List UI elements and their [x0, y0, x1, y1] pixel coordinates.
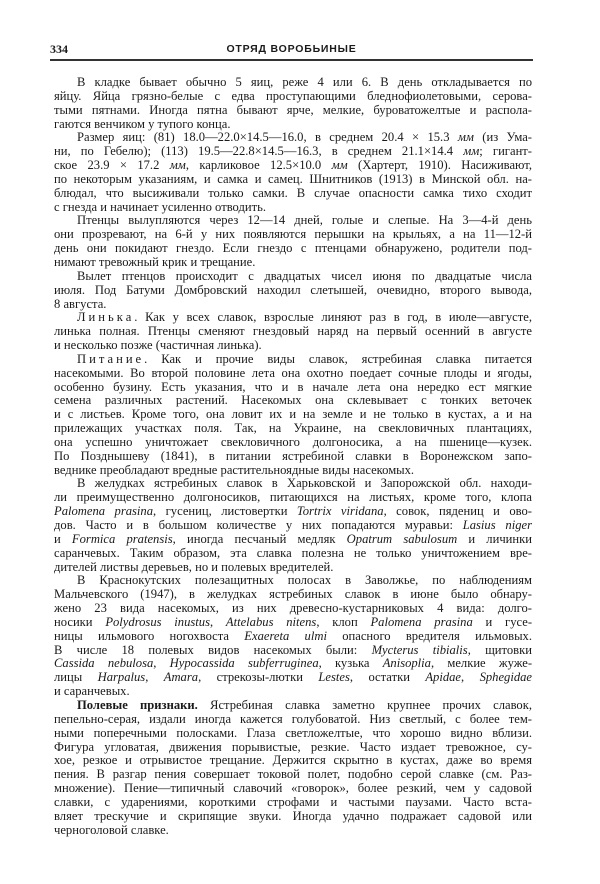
text-line [54, 505, 532, 519]
paragraph [54, 353, 532, 478]
text-line [54, 311, 532, 325]
text-run: черноголовой славке. [54, 822, 169, 837]
text-run: , [209, 614, 226, 629]
italic-term: мм [331, 158, 348, 173]
text-run: Мальчевского (1947), в желудках ястребиных славок в июне было обнару- [54, 587, 532, 602]
text-run: В числе 18 полевых видов насекомых были: [54, 642, 372, 657]
italic-term: Harpalus [97, 670, 146, 685]
text-run: (из Ума- [473, 130, 532, 145]
section-heading: Линька [77, 310, 135, 325]
text-line [54, 464, 532, 478]
text-line [54, 588, 532, 602]
text-run: особенно бузину. Есть указания, что и в начале лета она нередко ест мягкие [54, 379, 532, 394]
text-run: , [145, 670, 164, 685]
text-line [54, 201, 532, 215]
text-run: , гусениц, листовертки [153, 504, 297, 519]
text-line [54, 422, 532, 436]
page-number: 334 [50, 42, 68, 56]
text-run: ными поперечными полосками. Глаза светложелтые, что хорошо видно вблизи. [54, 725, 532, 740]
text-run: Птенцы вылупляются через 12—14 дней, голые и слепые. На 3—4-й день [77, 213, 532, 228]
italic-term: Opatrum sabulosum [346, 531, 458, 546]
text-run: тыми пятнами. Иногда пятна бывают ярче, мелкие, буроватожелтые и распола- [54, 102, 532, 117]
text-line [54, 699, 532, 713]
text-line [54, 131, 532, 145]
text-line [54, 519, 532, 533]
text-run: В желудках ястребиных славок в Харьковской и Запорожской обл. находи- [77, 476, 532, 491]
text-run: и с листьев. Кроме того, она ловит их и на земле и не только в кустах, а и на [54, 407, 532, 422]
text-line [54, 367, 532, 381]
text-run: они прозревают, на 6-й у них появляются перышки на крыльях, а на 11—12-й [54, 227, 532, 242]
paragraph [54, 699, 532, 837]
text-run: Фигура угловатая, движения порывистые, резкие. Часто издает тревожное, су- [54, 739, 532, 754]
text-run: ницы ильмового ногохвоста [54, 628, 245, 643]
text-line [54, 533, 532, 547]
italic-term: мм [463, 144, 480, 159]
italic-term: Lestes [318, 670, 350, 685]
text-run: , остатки [349, 670, 426, 685]
italic-term: мм [169, 158, 186, 173]
italic-term: Mycterus tibialis [371, 642, 468, 657]
text-line [54, 685, 532, 699]
text-line [54, 159, 532, 173]
text-run: блюдал, что высиживали только самки. В случае опасности самка тихо сходит [54, 185, 532, 200]
text-run: с гнезда и начинает усиленно отводить. [54, 199, 267, 214]
text-run: (Хартерт, 1910). Насиживают, [347, 158, 532, 173]
text-line [54, 630, 532, 644]
bold-heading: Полевые признаки. [77, 697, 198, 712]
paragraph [54, 76, 532, 131]
text-line [54, 104, 532, 118]
italic-term: Cassida nebulosa [54, 656, 154, 671]
text-run: Вылет птенцов происходит с двадцатых чисел июня по двадцатые числа [77, 268, 532, 283]
text-line [54, 547, 532, 561]
text-line [54, 118, 532, 132]
text-line [54, 214, 532, 228]
text-run: , карликовое 12.5×10.0 [185, 158, 332, 173]
text-line [54, 76, 532, 90]
paragraph [54, 311, 532, 353]
text-line [54, 408, 532, 422]
text-run: и гусе- [472, 614, 533, 629]
text-line [54, 810, 532, 824]
text-line [54, 298, 532, 312]
text-run: гаются венчиком у тупого конца. [54, 116, 231, 131]
text-run: семена различных растений. Насекомых она склевывает с тонких веточек [54, 393, 532, 408]
text-run: ли преимущественно долгоносиков, питающихся на листьях, кроме того, клопа [54, 490, 532, 505]
text-line [54, 242, 532, 256]
text-run: славки, с ударениями, короткими строфами и частыми паузами. Часто вста- [54, 794, 532, 809]
text-run: . Как и прочие виды славок, ястребиная славка питается [144, 351, 532, 366]
text-line [54, 574, 532, 588]
text-run: пепельно-серая, издали иногда кажется голубоватой. Низ светлый, с более тем- [54, 711, 532, 726]
text-run: опасного вредителя ильмовых. [326, 628, 532, 643]
text-line [54, 284, 532, 298]
text-line [54, 768, 532, 782]
text-line [54, 325, 532, 339]
text-line [54, 394, 532, 408]
text-run: носики [54, 614, 106, 629]
italic-term: Exaereta ulmi [244, 628, 327, 643]
text-run: и несколько позже (частичная линька). [54, 338, 262, 353]
text-line [54, 561, 532, 575]
text-line [54, 616, 532, 630]
text-run: множение). Пение—типичный славочий «говорок», более резкий, чем у садовой [54, 781, 532, 796]
running-title: ОТРЯД ВОРОБЬИНЫЕ [226, 43, 357, 55]
text-run: , [153, 656, 170, 671]
text-line [54, 145, 532, 159]
text-line [54, 353, 532, 367]
italic-term: Lasius niger [462, 518, 532, 532]
text-line [54, 270, 532, 284]
italic-term: Palomena prasina [370, 614, 473, 629]
italic-term: мм [457, 130, 474, 145]
italic-term: Amara [163, 670, 199, 685]
italic-term: Attelabus nitens [225, 614, 317, 629]
text-run: , мелкие жуже- [430, 656, 533, 671]
text-line [54, 824, 532, 838]
text-run: , стрекозы-лютки [198, 670, 319, 685]
text-line [54, 477, 532, 491]
text-line [54, 782, 532, 796]
text-line [54, 796, 532, 810]
text-run: и саранчевых. [54, 684, 130, 699]
text-run: , совок, пядениц и ово- [383, 504, 532, 519]
text-line [54, 713, 532, 727]
text-line [54, 657, 532, 671]
text-run: и [54, 531, 72, 546]
text-line [54, 741, 532, 755]
text-run: ское 23.9 × 17.2 [54, 158, 170, 173]
italic-term: Tortrix viridana [296, 504, 384, 519]
text-line [54, 644, 532, 658]
text-run: , [461, 670, 480, 685]
text-run: по некоторым указаниям, и самка и самец. Шнитников (1913) в Минской обл. на- [54, 171, 532, 186]
text-line [54, 727, 532, 741]
paragraph [54, 574, 532, 699]
text-run: лицы [54, 670, 98, 685]
text-run: Ястребиная славка заметно крупнее прочих славок, [197, 697, 532, 712]
paragraph [54, 131, 532, 214]
text-line [54, 256, 532, 270]
text-run: хое, резкое и отрывистое трещание. Держится скрытно в кустах, даже во время [54, 753, 532, 768]
text-run: ; гигант- [479, 144, 533, 159]
text-run: Размер яиц: (81) 18.0—22.0×14.5—16.0, в среднем 20.4 × 15.3 [77, 130, 458, 145]
header-rule [50, 59, 533, 61]
text-run: день они покидают гнездо. Если гнездо с птенцами обнаружено, родители под- [54, 241, 532, 256]
text-run: ни, по Гебелю); (113) 19.5—22.8×14.5—16.3, в среднем 21.1×14.4 [54, 144, 464, 159]
text-line [54, 436, 532, 450]
section-heading: Питание [77, 351, 145, 366]
text-run: веднике преобладают вредные растительноядные виды насекомых. [54, 462, 415, 477]
text-run: она успешно уничтожает свекловичного долгоносика, а на пшенице—кузек. [54, 434, 532, 449]
italic-term: Sphegidae [479, 670, 533, 685]
text-run: , кузька [318, 656, 383, 671]
italic-term: Palomena prasina [54, 504, 154, 519]
text-line [54, 90, 532, 104]
text-line [54, 491, 532, 505]
text-run: 8 августа. [54, 296, 107, 311]
text-run: дителей листвы деревьев, но и полевых вредителей. [54, 559, 334, 574]
text-line [54, 187, 532, 201]
text-run: нимают тревожный крик и трещание. [54, 254, 256, 269]
paragraph [54, 270, 532, 312]
paragraph [54, 477, 532, 574]
italic-term: Anisoplia [382, 656, 431, 671]
paragraph [54, 214, 532, 269]
text-run: яйцу. Яйца грязно-белые с едва проступающими бледнофиолетовыми, серова- [54, 88, 532, 103]
text-run: саранчевых. Таким образом, эта славка полезна не только уничтожением вре- [54, 545, 532, 560]
text-run: пения. В разгар пения совершает токовой полет, подобно серой славке (см. Раз- [54, 767, 532, 782]
text-line [54, 339, 532, 353]
text-line [54, 381, 532, 395]
text-run: По Позднышеву (1841), в питании ястребиной славки в Воронежском запо- [54, 448, 532, 463]
text-run: , щитовки [467, 642, 532, 657]
italic-term: Apidae [425, 670, 462, 685]
text-run: линька полная. Птенцы сменяют гнездовый наряд на первый осенний в августе [54, 324, 532, 339]
italic-term: Hypocassida subferruginea [169, 656, 319, 671]
text-run: , клоп [316, 614, 371, 629]
text-run: прилежащих участках поля. Так, на Украине, на свекловичных плантациях, [54, 421, 532, 436]
text-run: дов. Часто и в большом количестве у них попадаются муравьи: [54, 518, 463, 532]
text-line [54, 754, 532, 768]
page-body [54, 76, 532, 837]
text-line [54, 450, 532, 464]
text-line [54, 173, 532, 187]
text-run: июля. Под Батуми Домбровский находил слетышей, очевидно, второго вывода, [54, 282, 532, 297]
text-run: жено 23 вида насекомых, из них древесно-кустарниковых 4 вида: долго- [54, 601, 532, 616]
text-run: В кладке бывает обычно 5 яиц, реже 4 или 6. В день откладывается по [77, 75, 532, 89]
text-line [54, 671, 532, 685]
text-run: , иногда песчаный медляк [172, 531, 347, 546]
page-header [50, 42, 533, 60]
italic-term: Formica pratensis [71, 531, 173, 546]
text-run: насекомыми. Во второй половине лета она охотно поедает сочные плоды и ягоды, [54, 365, 532, 380]
text-run: и личинки [457, 531, 533, 546]
text-run: В Краснокутских полезащитных полосах в Заволжье, по наблюдениям [77, 573, 532, 588]
italic-term: Polydrosus inustus [105, 614, 210, 629]
text-line [54, 228, 532, 242]
text-run: вляет трескучие и скрипящие звуки. Иногда удачно подражает садовой или [54, 808, 532, 823]
text-run: . Как у всех славок, взрослые линяют раз в год, в июле—августе, [134, 310, 532, 325]
text-line [54, 602, 532, 616]
